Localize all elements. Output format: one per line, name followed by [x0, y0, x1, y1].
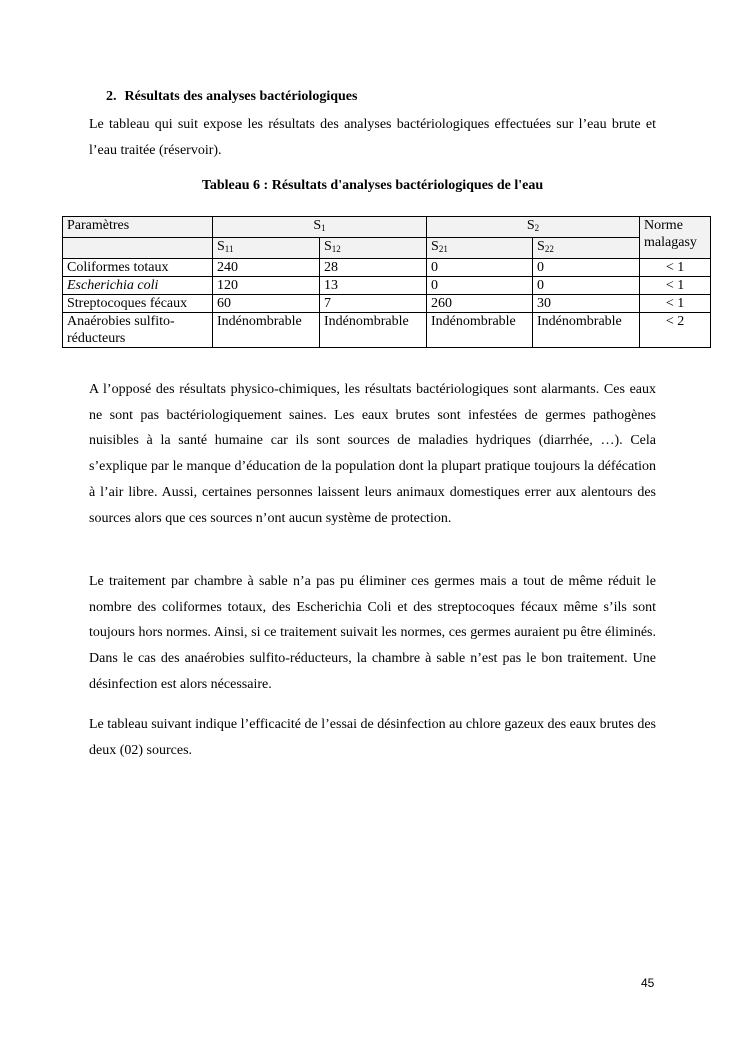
- row-norme: < 1: [640, 295, 711, 313]
- row-s22: 0: [533, 259, 640, 277]
- header-s11: $S_{11}$: [213, 238, 320, 259]
- row-s12: 13: [320, 277, 427, 295]
- header-s21: $S_{21}$: [427, 238, 533, 259]
- section-title: Résultats des analyses bactériologiques: [124, 89, 358, 104]
- section-number: 2.: [106, 89, 117, 104]
- header-empty: [63, 238, 213, 259]
- table-subheader-row: [63, 238, 711, 259]
- row-norme: < 2: [640, 313, 711, 348]
- body-paragraph-1: A l’opposé des résultats physico-chimiques, les résultats bactériologiques sont alarmants. Ces eaux ne sont pas bactériologiquement saines. Les eaux brutes sont infestées de germes pathogènes nuisibles à la santé humaine car ils sont sources de maladies hydriques (diarrhée, …). Cela s’explique par le manque d’éducation de la population dont la plupart pratique toujours la défécation à l’air libre. Aussi, certaines personnes laissent leurs animaux domestiques errer aux alentours des sources alors que ces sources n’ont aucun système de protection.: [89, 382, 656, 526]
- body-paragraph-2: Le traitement par chambre à sable n’a pas pu éliminer ces germes mais a tout de même réduit le nombre des coliformes totaux, des Escherichia Coli et des streptocoques fécaux même s’ils sont toujours hors normes. Ainsi, si ce traitement suivait les normes, ces germes auraient pu être éliminés. Dans le cas des anaérobies sulfito-réducteurs, la chambre à sable n’est pas le bon traitement. Une désinfection est alors nécessaire.: [89, 574, 656, 692]
- row-s12: 7: [320, 295, 427, 313]
- row-s11: Indénombrable: [213, 313, 320, 348]
- row-s22: 30: [533, 295, 640, 313]
- row-param: Anaérobies sulfito-réducteurs: [63, 313, 213, 348]
- row-norme: < 1: [640, 277, 711, 295]
- row-s21: 0: [427, 277, 533, 295]
- table-row: [63, 313, 711, 348]
- table-row: [63, 277, 711, 295]
- row-s22: Indénombrable: [533, 313, 640, 348]
- header-s2: $S_2$: [427, 217, 640, 238]
- section-heading: [106, 89, 357, 105]
- table-caption: Tableau 6 : Résultats d'analyses bactériologiques de l'eau: [201, 178, 544, 193]
- intro-paragraph: Le tableau qui suit expose les résultats des analyses bactériologiques effectuées sur l’eau brute et l’eau traitée (réservoir).: [89, 117, 656, 158]
- header-norme: Norme malagasy: [640, 217, 711, 259]
- row-param: Coliformes totaux: [63, 259, 213, 277]
- row-s21: 260: [427, 295, 533, 313]
- table-row: [63, 259, 711, 277]
- header-s12: $S_{12}$: [320, 238, 427, 259]
- table-header-row: [63, 217, 711, 238]
- row-s11: 120: [213, 277, 320, 295]
- row-s21: 0: [427, 259, 533, 277]
- body-paragraph-3: Le tableau suivant indique l’efficacité de l’essai de désinfection au chlore gazeux des eaux brutes des deux (02) sources.: [89, 717, 656, 758]
- row-s22: 0: [533, 277, 640, 295]
- header-s1: $S_1$: [213, 217, 427, 238]
- results-table: [62, 216, 711, 348]
- row-s12: Indénombrable: [320, 313, 427, 348]
- row-s11: 60: [213, 295, 320, 313]
- row-s11: 240: [213, 259, 320, 277]
- row-s21: Indénombrable: [427, 313, 533, 348]
- header-parametres: Paramètres: [63, 217, 213, 238]
- row-param: Escherichia coli: [63, 277, 213, 295]
- page-number: 45: [641, 976, 655, 990]
- row-param: Streptocoques fécaux: [63, 295, 213, 313]
- header-s22: $S_{22}$: [533, 238, 640, 259]
- table-row: [63, 295, 711, 313]
- row-norme: < 1: [640, 259, 711, 277]
- row-s12: 28: [320, 259, 427, 277]
